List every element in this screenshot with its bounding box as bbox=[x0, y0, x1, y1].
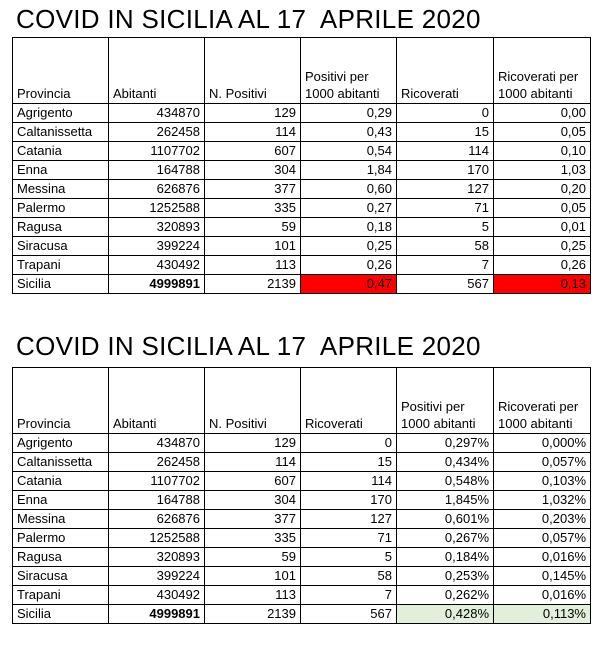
value-cell: 320893 bbox=[109, 548, 205, 567]
value-cell: 0,43 bbox=[301, 123, 397, 142]
value-cell: 335 bbox=[205, 529, 301, 548]
value-cell: 0,262% bbox=[397, 586, 494, 605]
value-cell: 0,057% bbox=[494, 529, 591, 548]
covid-table-1 bbox=[12, 37, 591, 294]
value-cell: 164788 bbox=[109, 161, 205, 180]
province-cell: Caltanissetta bbox=[13, 453, 109, 472]
province-cell: Catania bbox=[13, 142, 109, 161]
value-cell: 304 bbox=[205, 491, 301, 510]
column-header: N. Positivi bbox=[205, 38, 301, 104]
value-cell: 7 bbox=[397, 256, 494, 275]
value-cell: 101 bbox=[205, 237, 301, 256]
column-header: Ricoverati bbox=[301, 368, 397, 434]
value-cell: 114 bbox=[205, 453, 301, 472]
table-row bbox=[13, 104, 591, 123]
table-row bbox=[13, 491, 591, 510]
column-header: Abitanti bbox=[109, 38, 205, 104]
column-header: Provincia bbox=[13, 368, 109, 434]
province-cell: Enna bbox=[13, 161, 109, 180]
table-row bbox=[13, 161, 591, 180]
column-header: Positivi per 1000 abitanti bbox=[301, 38, 397, 104]
value-cell: 127 bbox=[397, 180, 494, 199]
value-cell: 129 bbox=[205, 104, 301, 123]
value-cell: 0,05 bbox=[494, 123, 591, 142]
province-cell: Siracusa bbox=[13, 237, 109, 256]
value-cell: 101 bbox=[205, 567, 301, 586]
value-cell: 15 bbox=[301, 453, 397, 472]
column-header: Abitanti bbox=[109, 368, 205, 434]
value-cell: 1,845% bbox=[397, 491, 494, 510]
total-value-cell: 2139 bbox=[205, 605, 301, 624]
province-cell: Catania bbox=[13, 472, 109, 491]
value-cell: 0 bbox=[397, 104, 494, 123]
value-cell: 399224 bbox=[109, 237, 205, 256]
value-cell: 127 bbox=[301, 510, 397, 529]
value-cell: 607 bbox=[205, 142, 301, 161]
table-row bbox=[13, 472, 591, 491]
value-cell: 1,03 bbox=[494, 161, 591, 180]
value-cell: 430492 bbox=[109, 586, 205, 605]
value-cell: 1,032% bbox=[494, 491, 591, 510]
province-cell: Enna bbox=[13, 491, 109, 510]
value-cell: 0,016% bbox=[494, 586, 591, 605]
province-cell: Messina bbox=[13, 510, 109, 529]
value-cell: 1107702 bbox=[109, 472, 205, 491]
total-label-cell: Sicilia bbox=[13, 275, 109, 294]
value-cell: 59 bbox=[205, 548, 301, 567]
value-cell: 0,60 bbox=[301, 180, 397, 199]
total-row bbox=[13, 605, 591, 624]
table-header-row bbox=[13, 368, 591, 434]
province-cell: Trapani bbox=[13, 256, 109, 275]
table-header-row bbox=[13, 38, 591, 104]
value-cell: 164788 bbox=[109, 491, 205, 510]
column-header: Ricoverati per 1000 abitanti bbox=[494, 368, 591, 434]
value-cell: 5 bbox=[301, 548, 397, 567]
province-cell: Ragusa bbox=[13, 548, 109, 567]
value-cell: 0,253% bbox=[397, 567, 494, 586]
value-cell: 0,145% bbox=[494, 567, 591, 586]
value-cell: 0,26 bbox=[301, 256, 397, 275]
value-cell: 434870 bbox=[109, 104, 205, 123]
total-value-cell: 2139 bbox=[205, 275, 301, 294]
value-cell: 0,27 bbox=[301, 199, 397, 218]
table-row bbox=[13, 237, 591, 256]
value-cell: 430492 bbox=[109, 256, 205, 275]
value-cell: 0,000% bbox=[494, 434, 591, 453]
table-row bbox=[13, 548, 591, 567]
value-cell: 0,18 bbox=[301, 218, 397, 237]
value-cell: 0,25 bbox=[494, 237, 591, 256]
value-cell: 434870 bbox=[109, 434, 205, 453]
province-cell: Caltanissetta bbox=[13, 123, 109, 142]
total-value-cell: 0,47 bbox=[301, 275, 397, 294]
column-header: Provincia bbox=[13, 38, 109, 104]
table-row bbox=[13, 510, 591, 529]
value-cell: 0,10 bbox=[494, 142, 591, 161]
province-cell: Messina bbox=[13, 180, 109, 199]
province-cell: Siracusa bbox=[13, 567, 109, 586]
value-cell: 0,103% bbox=[494, 472, 591, 491]
total-value-cell: 4999891 bbox=[109, 605, 205, 624]
province-cell: Agrigento bbox=[13, 104, 109, 123]
value-cell: 0,54 bbox=[301, 142, 397, 161]
value-cell: 15 bbox=[397, 123, 494, 142]
value-cell: 377 bbox=[205, 510, 301, 529]
value-cell: 7 bbox=[301, 586, 397, 605]
table-row bbox=[13, 256, 591, 275]
value-cell: 1,84 bbox=[301, 161, 397, 180]
value-cell: 0,601% bbox=[397, 510, 494, 529]
value-cell: 0,016% bbox=[494, 548, 591, 567]
covid-table-2 bbox=[12, 367, 591, 624]
value-cell: 114 bbox=[205, 123, 301, 142]
table-row bbox=[13, 199, 591, 218]
table-row bbox=[13, 586, 591, 605]
value-cell: 0,05 bbox=[494, 199, 591, 218]
province-cell: Ragusa bbox=[13, 218, 109, 237]
value-cell: 71 bbox=[301, 529, 397, 548]
value-cell: 1252588 bbox=[109, 199, 205, 218]
value-cell: 626876 bbox=[109, 180, 205, 199]
value-cell: 58 bbox=[397, 237, 494, 256]
value-cell: 262458 bbox=[109, 123, 205, 142]
value-cell: 71 bbox=[397, 199, 494, 218]
table-row bbox=[13, 142, 591, 161]
province-cell: Trapani bbox=[13, 586, 109, 605]
total-value-cell: 0,13 bbox=[494, 275, 591, 294]
table-row bbox=[13, 529, 591, 548]
value-cell: 113 bbox=[205, 256, 301, 275]
value-cell: 0,184% bbox=[397, 548, 494, 567]
value-cell: 320893 bbox=[109, 218, 205, 237]
value-cell: 607 bbox=[205, 472, 301, 491]
value-cell: 129 bbox=[205, 434, 301, 453]
value-cell: 114 bbox=[301, 472, 397, 491]
column-header: N. Positivi bbox=[205, 368, 301, 434]
value-cell: 0,29 bbox=[301, 104, 397, 123]
value-cell: 399224 bbox=[109, 567, 205, 586]
value-cell: 0,267% bbox=[397, 529, 494, 548]
total-value-cell: 4999891 bbox=[109, 275, 205, 294]
value-cell: 377 bbox=[205, 180, 301, 199]
value-cell: 0,01 bbox=[494, 218, 591, 237]
total-value-cell: 567 bbox=[301, 605, 397, 624]
value-cell: 304 bbox=[205, 161, 301, 180]
value-cell: 1252588 bbox=[109, 529, 205, 548]
value-cell: 170 bbox=[397, 161, 494, 180]
table-row bbox=[13, 567, 591, 586]
value-cell: 0,203% bbox=[494, 510, 591, 529]
value-cell: 114 bbox=[397, 142, 494, 161]
value-cell: 0,20 bbox=[494, 180, 591, 199]
value-cell: 5 bbox=[397, 218, 494, 237]
table-row bbox=[13, 434, 591, 453]
value-cell: 626876 bbox=[109, 510, 205, 529]
value-cell: 0 bbox=[301, 434, 397, 453]
province-cell: Agrigento bbox=[13, 434, 109, 453]
province-cell: Palermo bbox=[13, 199, 109, 218]
value-cell: 59 bbox=[205, 218, 301, 237]
value-cell: 262458 bbox=[109, 453, 205, 472]
table-row bbox=[13, 218, 591, 237]
total-value-cell: 567 bbox=[397, 275, 494, 294]
column-header: Positivi per 1000 abitanti bbox=[397, 368, 494, 434]
total-value-cell: 0,113% bbox=[494, 605, 591, 624]
value-cell: 0,00 bbox=[494, 104, 591, 123]
table-row bbox=[13, 453, 591, 472]
column-header: Ricoverati per 1000 abitanti bbox=[494, 38, 591, 104]
table-1-title: COVID IN SICILIA AL 17 APRILE 2020 bbox=[16, 4, 481, 34]
value-cell: 0,26 bbox=[494, 256, 591, 275]
total-label-cell: Sicilia bbox=[13, 605, 109, 624]
value-cell: 1107702 bbox=[109, 142, 205, 161]
value-cell: 113 bbox=[205, 586, 301, 605]
value-cell: 0,434% bbox=[397, 453, 494, 472]
total-value-cell: 0,428% bbox=[397, 605, 494, 624]
table-2-title: COVID IN SICILIA AL 17 APRILE 2020 bbox=[16, 331, 481, 361]
value-cell: 335 bbox=[205, 199, 301, 218]
column-header: Ricoverati bbox=[397, 38, 494, 104]
value-cell: 170 bbox=[301, 491, 397, 510]
value-cell: 0,057% bbox=[494, 453, 591, 472]
value-cell: 0,297% bbox=[397, 434, 494, 453]
table-row bbox=[13, 180, 591, 199]
value-cell: 0,25 bbox=[301, 237, 397, 256]
value-cell: 58 bbox=[301, 567, 397, 586]
province-cell: Palermo bbox=[13, 529, 109, 548]
value-cell: 0,548% bbox=[397, 472, 494, 491]
total-row bbox=[13, 275, 591, 294]
table-row bbox=[13, 123, 591, 142]
